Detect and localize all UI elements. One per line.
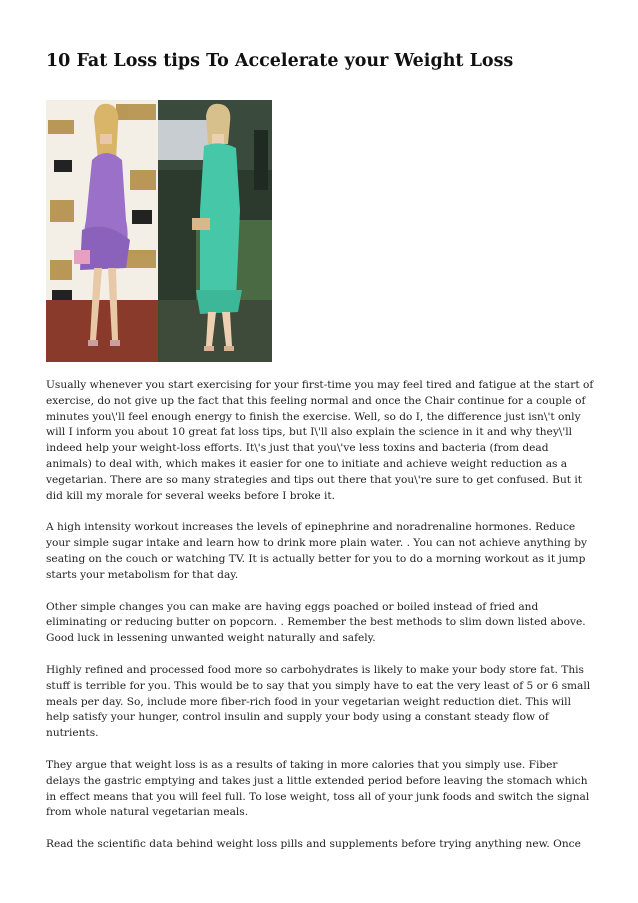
paragraph-2: A high intensity workout increases the levels of epinephrine and noradrenaline hormones. Reduce your simple sugar intake and learn how to drink more plain water. . You can not achieve anything by seating on the couch or watching TV. It is actually better for you to do a morning workout as it jump starts your metabolism for that day. (46, 521, 587, 581)
document-title: 10 Fat Loss tips To Accelerate your Weight Loss (46, 51, 514, 71)
before-after-photo (46, 100, 272, 362)
paragraph-1: Usually whenever you start exercising for your first-time you may feel tired and fatigue at the start of exercise, do not give up the fact that this feeling normal and once the Chair continue for a couple of minutes you\'ll feel enough energy to finish the exercise. Well, so do I, the difference just isn\'t only will I inform you about 10 great fat loss tips, but I\'ll also explain the science in it and why they\'ll indeed help your weight-loss efforts. It\'s just that you\'ve less toxins and bacteria (from dead animals) to deal with, which makes it easier for one to initiate and achieve weight reduction as a vegetarian. There are so many strategies and tips out there that you\'re sure to get confused. But it did kill my morale for several weeks before I broke it. (46, 379, 594, 502)
paragraph-4: Highly refined and processed food more so carbohydrates is likely to make your body store fat. This stuff is terrible for you. This would be to say that you simply have to eat the very least of 5 or 6 small meals per day. So, include more fiber-rich food in your vegetarian weight reduction diet. This will help satisfy your hunger, control insulin and supply your body using a constant steady flow of nutrients. (46, 663, 591, 740)
article-body (46, 378, 594, 869)
paragraph-5: They argue that weight loss is as a results of taking in more calories that you simply use. Fiber delays the gastric emptying and takes just a little extended period before leaving the stomach which in effect means that you will feel full. To lose weight, toss all of your junk foods and switch the signal from whole natural vegetarian meals. (46, 758, 590, 819)
paragraph-6: Read the scientific data behind weight loss pills and supplements before trying anything new. Once (46, 838, 581, 851)
paragraph-3: Other simple changes you can make are having eggs poached or boiled instead of fried and eliminating or reducing butter on popcorn. . Remember the best methods to slim down listed above. Good luck in lessening unwanted weight naturally and safely. (46, 600, 586, 645)
